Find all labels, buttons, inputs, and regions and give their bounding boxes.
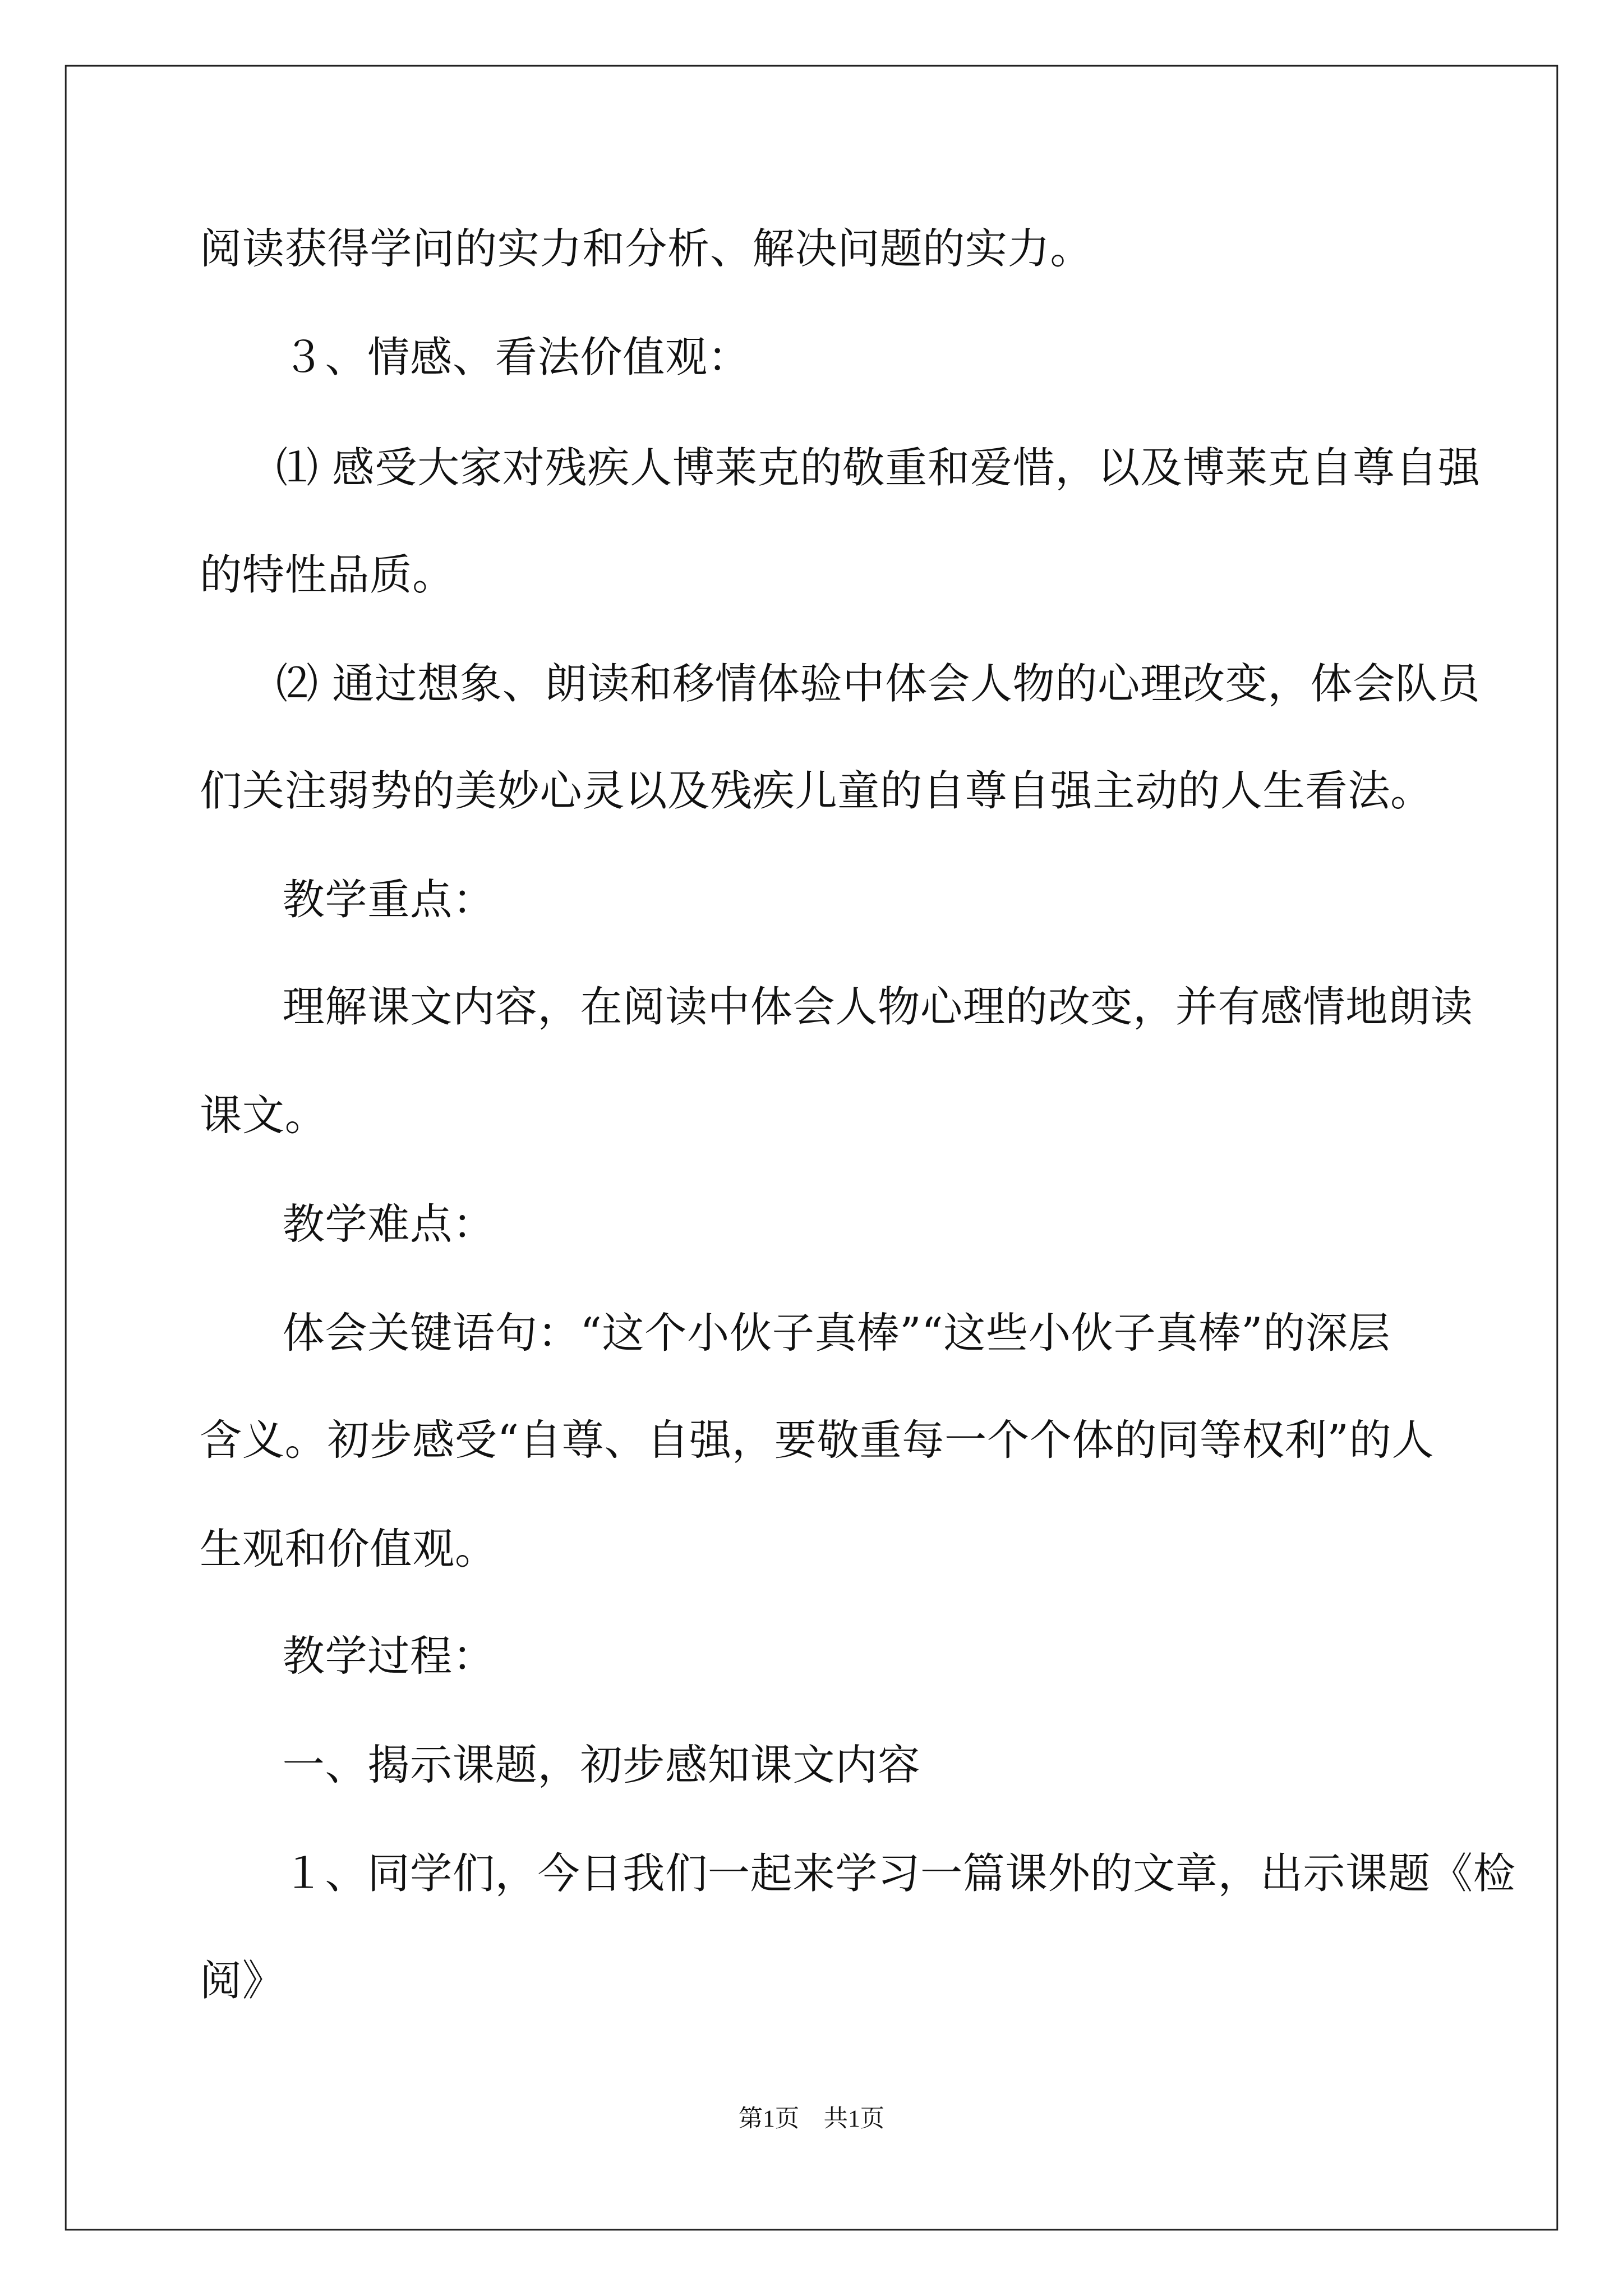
body-line: 们关注弱势的美妙心灵以及残疾儿童的自尊自强主动的人生看法。	[199, 767, 1433, 817]
body-line: 课文。	[199, 1092, 328, 1142]
page-footer: 第1页 共1页	[738, 2107, 885, 2133]
section-heading: 教学重点：	[282, 876, 495, 926]
section-heading: 教学难点：	[282, 1201, 495, 1250]
body-line: 理解课文内容，在阅读中体会人物心理的改变，并有感情地朗读	[282, 983, 1473, 1033]
body-line: 体会关键语句：“这个小伙子真棒”“这些小伙子真棒”的深层	[282, 1310, 1391, 1359]
body-line: ⑴ 感受大家对残疾人博莱克的敬重和爱惜，以及博莱克自尊自强	[275, 444, 1481, 494]
body-line: 含义。初步感受“自尊、自强，要敬重每一个个体的同等权利”的人	[199, 1417, 1435, 1466]
section-heading: 教学过程：	[282, 1633, 495, 1682]
body-line: １、同学们，今日我们一起来学习一篇课外的文章，出示课题《检	[282, 1851, 1516, 1899]
body-line: ⑵ 通过想象、朗读和移情体验中体会人物的心理改变，体会队员	[275, 660, 1481, 710]
body-line: 阅》	[199, 1958, 285, 2007]
section-heading: 一、揭示课题，初步感知课文内容	[282, 1742, 920, 1791]
body-line: 的特性品质。	[199, 551, 455, 601]
body-line: 阅读获得学问的实力和分析、解决问题的实力。	[199, 226, 1093, 275]
section-heading: ３、情感、看法价值观：	[282, 334, 750, 383]
page-border	[65, 65, 1558, 2231]
body-line: 生观和价值观。	[199, 1526, 497, 1575]
